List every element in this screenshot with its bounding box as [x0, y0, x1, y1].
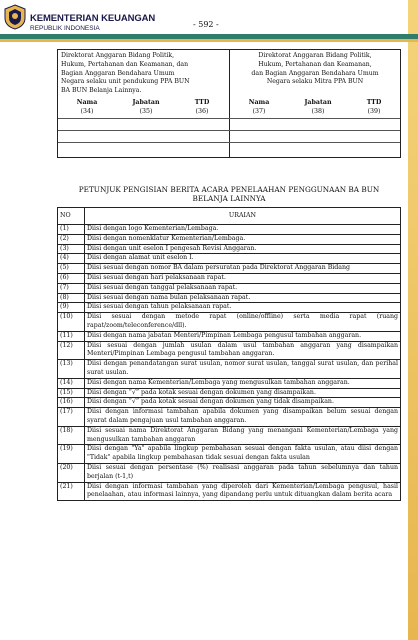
table-row: [58, 463, 401, 482]
table-row: [58, 303, 401, 313]
row-number: (14): [58, 378, 85, 388]
row-number: (5): [58, 264, 85, 274]
col-uraian-header: URAIAN: [85, 208, 401, 225]
row-description: Diisi dengan unit eselon I pengesah Revisi Anggaran.: [85, 244, 401, 254]
page-header: [0, 0, 418, 44]
row-description: Diisi dengan logo Kementerian/Lembaga.: [85, 225, 401, 235]
row-description: Diisi dengan informasi tambahan apabila dokumen yang disampaikan belum sesuai dengan syarat dalam pengajuan usul tambahan anggaran.: [85, 408, 401, 427]
table-row: [58, 360, 401, 379]
row-number: (19): [58, 445, 85, 464]
signature-right-desc: Direktorat Anggaran Bidang Politik, Hukum, Pertahanan dan Keamanan, dan Bagian Anggaran Bendahara Umum Negara selaku Mitra PPA BUN: [251, 52, 379, 86]
row-number: (2): [58, 234, 85, 244]
table-row: [58, 378, 401, 388]
row-number: (17): [58, 408, 85, 427]
row-description: Diisi sesuai dengan jumlah usulan dalam usul tambahan anggaran yang disampaikan Menteri/Pimpinan Lembaga pengusul tambahan anggaran.: [85, 341, 401, 360]
row-number: (3): [58, 244, 85, 254]
row-number: (11): [58, 331, 85, 341]
table-row: [58, 225, 401, 235]
row-description: Diisi dengan nama Kementerian/Lembaga yang mengusulkan tambahan anggaran.: [85, 378, 401, 388]
instructions-table: [57, 207, 401, 501]
row-description: Diisi sesuai dengan tahun pelaksanaan rapat.: [85, 303, 401, 313]
table-row: [58, 398, 401, 408]
row-number: (6): [58, 273, 85, 283]
row-number: (9): [58, 303, 85, 313]
row-number: (7): [58, 283, 85, 293]
row-number: (10): [58, 313, 85, 332]
table-row: [58, 283, 401, 293]
row-number: (18): [58, 426, 85, 445]
table-row: [58, 445, 401, 464]
sig-row-line: [58, 118, 400, 119]
org-subtitle: REPUBLIK INDONESIA: [30, 25, 100, 32]
row-number: (13): [58, 360, 85, 379]
sig-num-35: (35): [139, 108, 153, 115]
row-description: Diisi dengan “√” pada kotak sesuai dengan dokumen yang tidak disampaikan.: [85, 398, 401, 408]
row-description: Diisi dengan nomenklatur Kementerian/Lembaga.: [85, 234, 401, 244]
sig-num-34: (34): [80, 108, 94, 115]
page-number: - 592 -: [193, 20, 219, 29]
row-description: Diisi sesuai dengan nomor BA dalam persuratan pada Direktorat Anggaran Bidang: [85, 264, 401, 274]
row-description: Diisi dengan penandatangan surat usulan, nomor surat usulan, tanggal surat usulan, dan perihal surat usulan.: [85, 360, 401, 379]
sig-head-nama-2: Nama: [248, 99, 270, 106]
table-row: [58, 273, 401, 283]
header-stripe: [0, 34, 418, 42]
sig-num-36: (36): [195, 108, 209, 115]
right-edge-bar: [408, 0, 418, 640]
row-number: (8): [58, 293, 85, 303]
row-description: Diisi dengan “√” pada kotak sesuai dengan dokumen yang disampaikan.: [85, 388, 401, 398]
row-description: Diisi sesuai dengan tanggal pelaksanaan rapat.: [85, 283, 401, 293]
row-description: Diisi sesuai dengan hari pelaksanaan rapat.: [85, 273, 401, 283]
table-row: [58, 341, 401, 360]
sig-row-line: [58, 130, 400, 131]
instructions-title: PETUNJUK PENGISIAN BERITA ACARA PENELAAHAN PENGGUNAAN BA BUN BELANJA LAINNYA: [78, 185, 380, 203]
signature-col-right: [230, 50, 400, 157]
table-row: [58, 244, 401, 254]
sig-head-jabatan-1: Jabatan: [132, 99, 160, 106]
sig-head-jabatan-2: Jabatan: [304, 99, 332, 106]
sig-head-ttd-2: TTD: [366, 99, 382, 106]
row-number: (16): [58, 398, 85, 408]
kemenkeu-logo-icon: [3, 4, 27, 30]
sig-head-ttd-1: TTD: [194, 99, 210, 106]
row-description: Diisi sesuai dengan metode rapat (online/offline) serta media rapat (ruang rapat/zoom/teleconference/dll).: [85, 313, 401, 332]
instructions-body: [58, 225, 401, 501]
sig-row-line: [58, 142, 400, 143]
row-description: Diisi dengan alamat unit eselon I.: [85, 254, 401, 264]
row-description: Diisi sesuai dengan persentase (%) realisasi anggaran pada tahun sebelumnya dan tahun berjalan (t-1,t): [85, 463, 401, 482]
row-number: (21): [58, 482, 85, 501]
row-description: Diisi dengan "Ya" apabila lingkup pembahasan sesuai dengan fakta usulan, atau diisi dengan "Tidak" apabila lingkup pembahasan tidak sesuai dengan fakta usulan: [85, 445, 401, 464]
row-number: (4): [58, 254, 85, 264]
org-name: KEMENTERIAN KEUANGAN: [30, 13, 156, 24]
row-description: Diisi sesuai nama Direktorat Anggaran Bidang yang menangani Kementerian/Lembaga yang mengusulkan tambahan anggaran: [85, 426, 401, 445]
sig-num-39: (39): [367, 108, 381, 115]
row-number: (20): [58, 463, 85, 482]
table-row: [58, 293, 401, 303]
col-no-header: NO: [58, 208, 85, 225]
table-row: [58, 264, 401, 274]
signature-col-left: [58, 50, 230, 157]
row-number: (1): [58, 225, 85, 235]
table-header-row: [58, 208, 401, 225]
sig-num-38: (38): [311, 108, 325, 115]
table-row: [58, 254, 401, 264]
row-number: (15): [58, 388, 85, 398]
table-row: [58, 408, 401, 427]
row-description: Diisi dengan informasi tambahan yang diperoleh dari Kementerian/Lembaga pengusul, hasil penelaahan, atau informasi lainnya, yang dipandang perlu untuk dituangkan dalam berita acara: [85, 482, 401, 501]
row-number: (12): [58, 341, 85, 360]
table-row: [58, 331, 401, 341]
table-row: [58, 388, 401, 398]
signature-table: [57, 49, 401, 158]
sig-num-37: (37): [252, 108, 266, 115]
row-description: Diisi dengan nama jabatan Menteri/Pimpinan Lembaga pengusul tambahan anggaran.: [85, 331, 401, 341]
row-description: Diisi sesuai dengan nama bulan pelaksanaan rapat.: [85, 293, 401, 303]
table-row: [58, 426, 401, 445]
signature-left-desc: Direktorat Anggaran Bidang Politik, Hukum, Pertahanan dan Keamanan, dan Bagian Anggaran Bendahara Umum Negara selaku unit pendukung PPA BUN BA BUN Belanja Lainnya.: [61, 52, 190, 95]
table-row: [58, 313, 401, 332]
table-row: [58, 482, 401, 501]
table-row: [58, 234, 401, 244]
sig-head-nama-1: Nama: [76, 99, 98, 106]
